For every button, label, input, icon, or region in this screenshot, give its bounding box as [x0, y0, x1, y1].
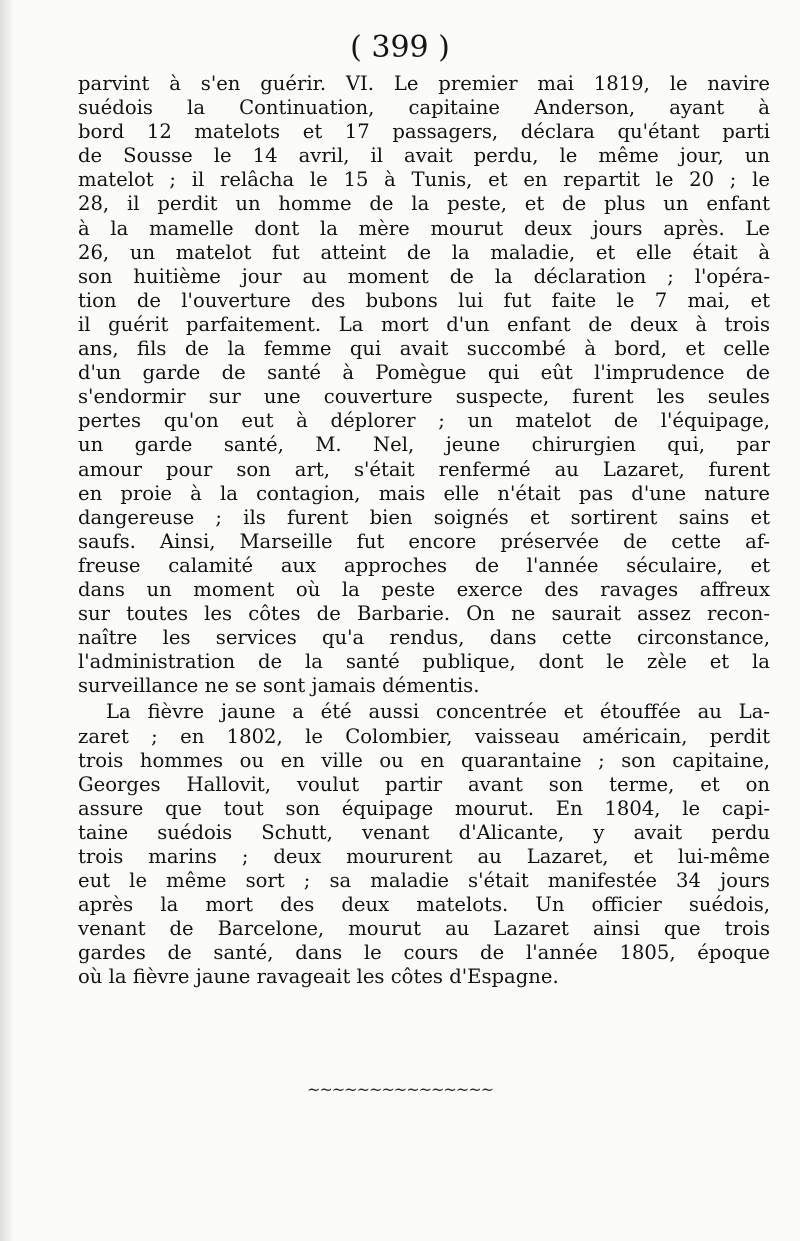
- paragraph-2: [78, 700, 770, 989]
- text-line: trois hommes ou en ville ou en quarantaine ; son capitaine,: [78, 748, 770, 772]
- text-line: taine suédois Schutt, venant d'Alicante, y avait perdu: [78, 820, 770, 844]
- text-line: sur toutes les côtes de Barbarie. On ne saurait assez recon-: [78, 602, 770, 626]
- text-line: bord 12 matelots et 17 passagers, déclara qu'étant parti: [78, 120, 770, 144]
- text-line: naître les services qu'a rendus, dans cette circonstance,: [78, 626, 770, 650]
- text-line: dans un moment où la peste exerce des ravages affreux: [78, 577, 770, 601]
- paragraph-1: [78, 72, 770, 698]
- text-line: en proie à la contagion, mais elle n'était pas d'une nature: [78, 481, 770, 505]
- text-line: gardes de santé, dans le cours de l'année 1805, époque: [78, 941, 770, 965]
- text-line: zaret ; en 1802, le Colombier, vaisseau américain, perdit: [78, 724, 770, 748]
- text-line: de Sousse le 14 avril, il avait perdu, le même jour, un: [78, 144, 770, 168]
- text-line: pertes qu'on eut à déplorer ; un matelot de l'équipage,: [78, 409, 770, 433]
- text-line: s'endormir sur une couverture suspecte, furent les seules: [78, 385, 770, 409]
- text-line: eut le même sort ; sa maladie s'était manifestée 34 jours: [78, 869, 770, 893]
- text-line: 28, il perdit un homme de la peste, et de plus un enfant: [78, 192, 770, 216]
- text-line: son huitième jour au moment de la déclaration ; l'opéra-: [78, 264, 770, 288]
- text-line: Georges Hallovit, voulut partir avant son terme, et on: [78, 772, 770, 796]
- text-line: 26, un matelot fut atteint de la maladie, et elle était à: [78, 240, 770, 264]
- body-text: [78, 72, 770, 990]
- end-ornament: ~~~~~~~~~~~~~~~: [306, 1080, 494, 1099]
- text-line: à la mamelle dont la mère mourut deux jours après. Le: [78, 216, 770, 240]
- text-line: saufs. Ainsi, Marseille fut encore préservée de cette af-: [78, 529, 770, 553]
- text-line: suédois la Continuation, capitaine Anderson, ayant à: [78, 96, 770, 120]
- text-line: où la fièvre jaune ravageait les côtes d'Espagne.: [78, 965, 559, 989]
- text-line: l'administration de la santé publique, dont le zèle et la: [78, 650, 770, 674]
- page-edge-shadow: [0, 0, 14, 1241]
- text-line: surveillance ne se sont jamais démentis.: [78, 674, 480, 698]
- text-line: La fièvre jaune a été aussi concentrée et étouffée au La-: [106, 700, 770, 724]
- page-number: ( 399 ): [350, 30, 450, 65]
- text-line: après la mort des deux matelots. Un officier suédois,: [78, 893, 770, 917]
- text-line: ans, fils de la femme qui avait succombé à bord, et celle: [78, 337, 770, 361]
- text-line: parvint à s'en guérir. VI. Le premier mai 1819, le navire: [78, 72, 770, 95]
- text-line: dangereuse ; ils furent bien soignés et sortirent sains et: [78, 505, 770, 529]
- text-line: tion de l'ouverture des bubons lui fut faite le 7 mai, et: [78, 288, 770, 312]
- text-line: venant de Barcelone, mourut au Lazaret ainsi que trois: [78, 917, 770, 941]
- text-line: d'un garde de santé à Pomègue qui eût l'imprudence de: [78, 361, 770, 385]
- text-line: assure que tout son équipage mourut. En 1804, le capi-: [78, 796, 770, 820]
- text-line: un garde santé, M. Nel, jeune chirurgien qui, par: [78, 433, 770, 457]
- text-line: il guérit parfaitement. La mort d'un enfant de deux à trois: [78, 312, 770, 336]
- text-line: amour pour son art, s'était renfermé au Lazaret, furent: [78, 457, 770, 481]
- text-line: freuse calamité aux approches de l'année séculaire, et: [78, 553, 770, 577]
- text-line: trois marins ; deux moururent au Lazaret, et lui-même: [78, 845, 770, 868]
- text-line: matelot ; il relâcha le 15 à Tunis, et en repartit le 20 ; le: [78, 168, 770, 192]
